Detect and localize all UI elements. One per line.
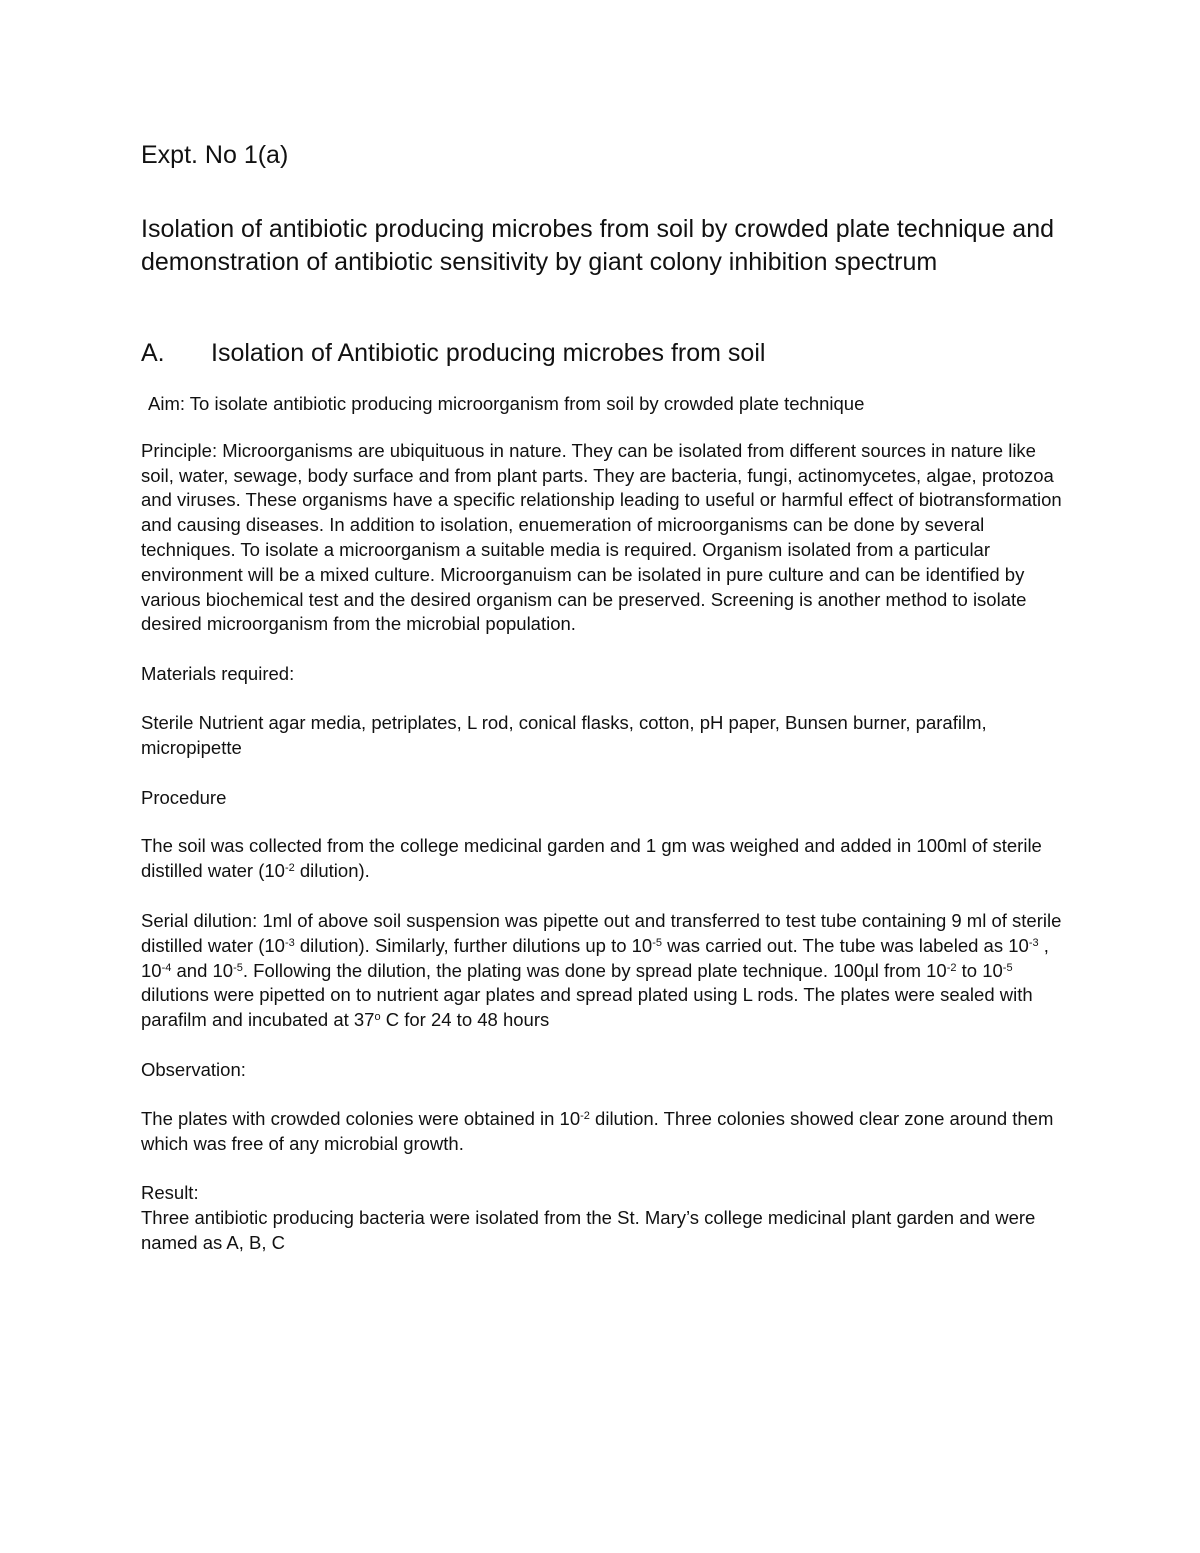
serial-text: was carried out. The tube was labeled as 10 — [662, 934, 1029, 956]
result-paragraph: Three antibiotic producing bacteria were isolated from the St. Mary’s college medicinal plant garden and were named as A, B, C — [141, 1207, 1036, 1253]
section-heading — [141, 338, 1071, 368]
principle-paragraph: Principle: Microorganisms are ubiquituous in nature. They can be isolated from different sources in nature like soil, water, sewage, body surface and from plant parts. They are bacteria, fungi, actinomycetes, algae, protozoa and viruses. These organisms have a specific relationship leading to useful or harmful effect of biotransformation and causing diseases. In addition to isolation, enuemeration of microorganisms can be done by several techniques. To isolate a microorganism a suitable media is required. Organism isolated from a particular environment will be a mixed culture. Microorganuism can be isolated in pure culture and can be identified by various biochemical test and the desired organism can be preserved. Screening is another method to isolate desired microorganism from the microbial population. — [141, 439, 1062, 635]
procedure-label: Procedure — [141, 786, 227, 808]
serial-text: dilution). Similarly, further dilutions up to 10 — [294, 934, 653, 956]
observation-text-2: dilution. Three colonies showed clear zone around them which was free of any microbial growth. — [141, 1107, 1054, 1154]
serial-text: dilutions were pipetted on to nutrient agar plates and spread plated using L rods. The plates were sealed with parafilm and incubated at 37 — [141, 984, 1033, 1031]
aim-paragraph: Aim: To isolate antibiotic producing microorganism from soil by crowded plate technique — [148, 393, 865, 414]
serial-text: , 10 — [141, 934, 1049, 981]
superscript: -4 — [161, 961, 172, 974]
observation-paragraph — [141, 1107, 1071, 1157]
materials-paragraph: Sterile Nutrient agar media, petriplates, L rod, conical flasks, cotton, pH paper, Bunsen burner, parafilm, micropipette — [141, 711, 987, 758]
superscript: -2 — [946, 961, 957, 974]
document-content — [141, 140, 1071, 1281]
section-number: A. — [141, 339, 165, 367]
superscript: -2 — [580, 1109, 590, 1122]
procedure-text-2: dilution). — [294, 860, 370, 882]
superscript: -3 — [284, 936, 295, 949]
superscript: -3 — [1028, 936, 1039, 949]
procedure-text-1: The soil was collected from the college medicinal garden and 1 gm was weighed and added in 100ml of sterile distilled water (10 — [141, 835, 1042, 882]
experiment-number: Expt. No 1(a) — [141, 141, 289, 169]
materials-label: Materials required: — [141, 663, 295, 685]
observation-label: Observation: — [141, 1058, 246, 1080]
observation-text-1: The plates with crowded colonies were obtained in 10 — [141, 1107, 581, 1129]
serial-text: Serial dilution: 1ml of above soil suspension was pipette out and transferred to test tube containing 9 ml of sterile distilled water (10 — [141, 909, 1062, 956]
document-title: Isolation of antibiotic producing microbes from soil by crowded plate technique and demonstration of antibiotic sensitivity by giant colony inhibition spectrum — [141, 215, 1055, 276]
superscript: -5 — [1002, 961, 1013, 974]
superscript: o — [374, 1011, 381, 1024]
serial-text: to 10 — [956, 959, 1003, 981]
superscript: -5 — [233, 961, 243, 974]
section-title: Isolation of Antibiotic producing microbes from soil — [211, 339, 766, 367]
serial-text: and 10 — [171, 959, 234, 981]
serial-dilution-paragraph — [141, 909, 1071, 1033]
result-label: Result: — [141, 1182, 199, 1204]
serial-text: C for 24 to 48 hours — [380, 1009, 550, 1031]
superscript: -5 — [652, 936, 663, 949]
procedure-paragraph — [141, 834, 1071, 884]
serial-text: . Following the dilution, the plating was done by spread plate technique. 100µl from 10 — [242, 959, 947, 981]
superscript: -2 — [284, 862, 295, 875]
